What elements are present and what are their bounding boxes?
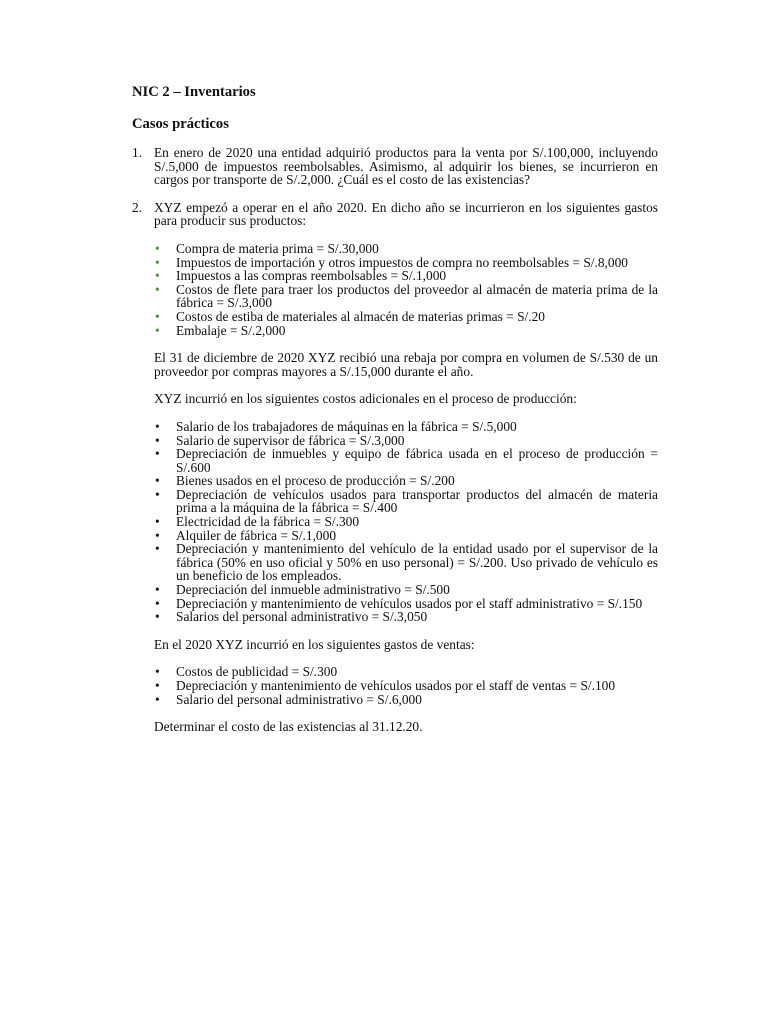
list-item: • Depreciación de vehículos usados para transportar productos del almacén de materia prima a la máquina de la fábrica = S/.400: [155, 486, 658, 516]
additional-costs-list: [154, 420, 658, 624]
list-item: • Bienes usados en el proceso de producción = S/.200: [155, 473, 455, 489]
bullet-icon: •: [155, 268, 160, 284]
question-1: [132, 146, 658, 187]
production-costs-list: [154, 242, 658, 337]
question-1-text: En enero de 2020 una entidad adquirió productos para la venta por S/.100,000, incluyendo S/.5,000 de impuestos reembolsables. Asimismo, al adquirir los bienes, se incurrieron en cargos por transporte de S/.2,000. ¿Cuál es el costo de las existencias?: [154, 145, 658, 188]
document-content: [132, 84, 658, 734]
bullet-icon: •: [155, 281, 160, 297]
list-item: • Embalaje = S/.2,000: [155, 322, 286, 338]
document-title: NIC 2 – Inventarios: [132, 84, 256, 100]
list-item: • Costos de flete para traer los productos del proveedor al almacén de materia prima de la fábrica = S/.3,000: [155, 281, 658, 311]
bullet-icon: •: [155, 541, 160, 557]
bullet-icon: •: [155, 486, 160, 502]
list-item: • Salario del personal administrativo = S/.6,000: [155, 691, 422, 707]
list-item: • Depreciación y mantenimiento del vehículo de la entidad usado por el supervisor de la fábrica (50% en uso oficial y 50% en uso personal) = S/.200. Uso privado de vehículo es un beneficio de los empleados.: [155, 541, 658, 584]
list-item: • Depreciación del inmueble administrativo = S/.500: [155, 582, 450, 598]
bullet-icon: •: [155, 595, 160, 611]
list-item: • Depreciación de inmuebles y equipo de fábrica usada en el proceso de producción = S/.600: [155, 446, 658, 475]
bullet-icon: •: [155, 446, 160, 462]
question-2-intro: XYZ empezó a operar en el año 2020. En dicho año se incurrieron en los siguientes gastos para producir sus productos:: [154, 199, 658, 229]
list-item: • Depreciación y mantenimiento de vehículos usados por el staff de ventas = S/.100: [155, 678, 616, 693]
list-item: • Depreciación y mantenimiento de vehículos usados por el staff administrativo = S/.150: [155, 595, 643, 611]
additional-costs-intro: XYZ incurrió en los siguientes costos adicionales en el proceso de producción:: [154, 391, 577, 407]
list-item: • Electricidad de la fábrica = S/.300: [155, 514, 360, 530]
bullet-icon: •: [155, 240, 160, 256]
final-question: Determinar el costo de las existencias al 31.12.20.: [154, 719, 423, 735]
bullet-icon: •: [155, 678, 160, 693]
bullet-icon: •: [155, 582, 160, 598]
list-item: • Impuestos de importación y otros impuestos de compra no reembolsables = S/.8,000: [155, 254, 628, 270]
list-item: • Salarios del personal administrativo = S/.3,050: [155, 609, 428, 625]
list-item: • Costos de estiba de materiales al almacén de materias primas = S/.20: [155, 308, 545, 324]
list-item: • Salario de supervisor de fábrica = S/.3,000: [155, 432, 405, 448]
section-subtitle: Casos prácticos: [132, 116, 229, 132]
bullet-icon: •: [155, 418, 160, 434]
bullet-icon: •: [155, 432, 160, 448]
sales-expenses-list: [154, 665, 658, 706]
list-item: • Salario de los trabajadores de máquinas en la fábrica = S/.5,000: [155, 418, 517, 434]
bullet-icon: •: [155, 254, 160, 270]
bullet-icon: •: [155, 473, 160, 489]
question-2: [132, 201, 658, 734]
sales-expenses-intro: En el 2020 XYZ incurrió en los siguientes gastos de ventas:: [154, 636, 475, 652]
question-1-number: 1.: [132, 145, 143, 160]
bullet-icon: •: [155, 308, 160, 324]
bullet-icon: •: [155, 322, 160, 338]
bullet-icon: •: [155, 664, 160, 680]
list-item: • Costos de publicidad = S/.300: [155, 664, 338, 680]
list-item: • Alquiler de fábrica = S/.1,000: [155, 527, 337, 543]
question-2-number: 2.: [132, 199, 143, 215]
bullet-icon: •: [155, 609, 160, 625]
rebate-paragraph: El 31 de diciembre de 2020 XYZ recibió una rebaja por compra en volumen de S/.530 de un proveedor por compras mayores a S/.15,000 durante el año.: [154, 350, 658, 379]
bullet-icon: •: [155, 514, 160, 530]
list-item: • Impuestos a las compras reembolsables = S/.1,000: [155, 268, 447, 284]
list-item: • Compra de materia prima = S/.30,000: [155, 240, 379, 256]
bullet-icon: •: [155, 527, 160, 543]
bullet-icon: •: [155, 691, 160, 707]
